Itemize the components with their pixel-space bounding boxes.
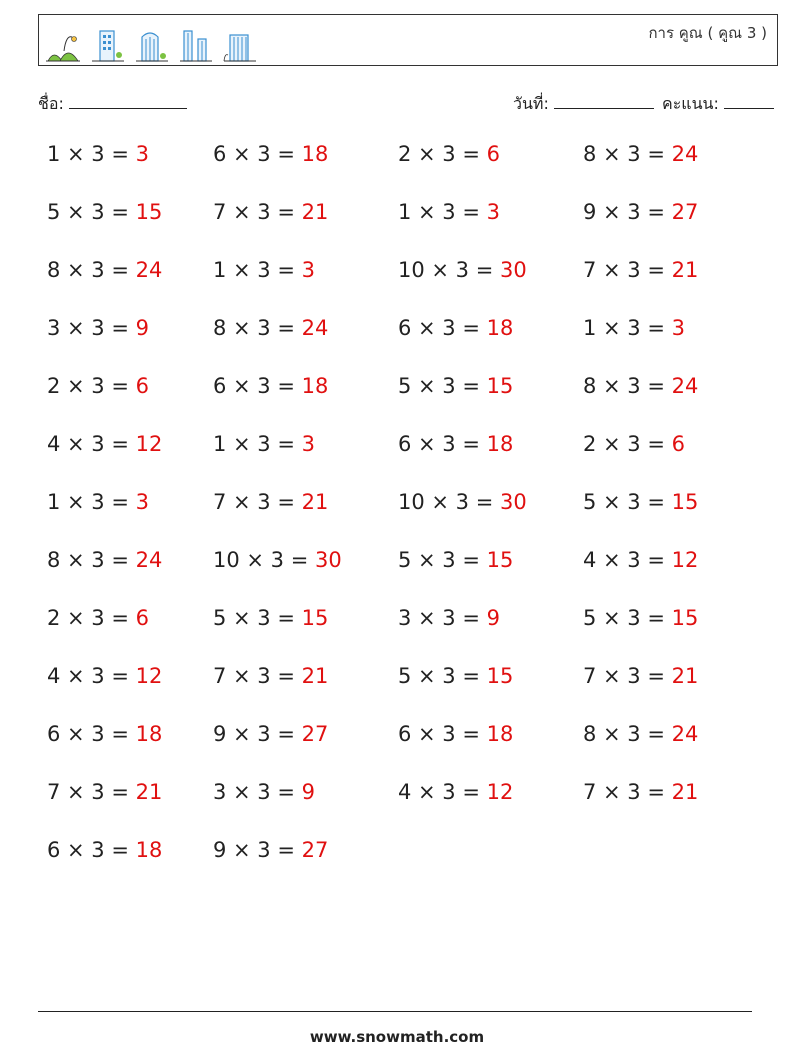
problem-item	[583, 548, 698, 572]
park-trees-icon	[44, 27, 82, 63]
problem-question: 7 × 3 =	[583, 664, 672, 688]
problem-answer: 15	[486, 664, 514, 688]
problem-answer: 24	[301, 316, 329, 340]
problem-question: 9 × 3 =	[213, 838, 302, 862]
problem-answer: 3	[135, 142, 149, 166]
problem-question: 5 × 3 =	[398, 374, 487, 398]
problem-item	[398, 548, 513, 572]
problem-question: 7 × 3 =	[213, 200, 302, 224]
problem-item	[213, 374, 328, 398]
footer-divider	[38, 1011, 752, 1012]
problem-answer: 9	[301, 780, 315, 804]
problem-answer: 18	[135, 722, 163, 746]
building-icon	[90, 27, 126, 63]
problem-answer: 3	[486, 200, 500, 224]
problem-question: 2 × 3 =	[47, 606, 136, 630]
problem-question: 10 × 3 =	[213, 548, 315, 572]
problem-answer: 18	[486, 432, 514, 456]
problem-question: 8 × 3 =	[583, 722, 672, 746]
problem-answer: 21	[301, 490, 329, 514]
problem-item	[583, 374, 698, 398]
problem-answer: 12	[486, 780, 514, 804]
problem-item	[213, 548, 342, 572]
problem-question: 5 × 3 =	[398, 664, 487, 688]
problem-item	[47, 490, 149, 514]
problem-question: 1 × 3 =	[47, 490, 136, 514]
problem-question: 7 × 3 =	[583, 258, 672, 282]
problem-item	[398, 664, 513, 688]
problem-question: 10 × 3 =	[398, 490, 500, 514]
problem-answer: 12	[135, 664, 163, 688]
footer-url: www.snowmath.com	[309, 1028, 485, 1046]
problem-question: 8 × 3 =	[583, 142, 672, 166]
problem-answer: 24	[671, 722, 699, 746]
problem-item	[398, 780, 513, 804]
problem-question: 6 × 3 =	[398, 722, 487, 746]
problem-item	[583, 432, 685, 456]
problem-answer: 6	[671, 432, 685, 456]
problem-item	[583, 258, 698, 282]
problem-item	[47, 432, 162, 456]
problem-question: 6 × 3 =	[213, 374, 302, 398]
problem-question: 9 × 3 =	[213, 722, 302, 746]
problem-question: 4 × 3 =	[398, 780, 487, 804]
problem-question: 5 × 3 =	[213, 606, 302, 630]
problem-answer: 9	[135, 316, 149, 340]
problem-answer: 15	[486, 374, 514, 398]
problem-item	[47, 316, 149, 340]
problem-item	[213, 722, 328, 746]
score-label: คะแนน:	[662, 94, 719, 113]
problem-answer: 12	[671, 548, 699, 572]
score-line[interactable]	[724, 92, 774, 109]
problem-answer: 18	[301, 374, 329, 398]
problem-question: 2 × 3 =	[583, 432, 672, 456]
problem-item	[47, 548, 162, 572]
problem-answer: 15	[301, 606, 329, 630]
problem-answer: 21	[671, 780, 699, 804]
problem-question: 5 × 3 =	[47, 200, 136, 224]
problem-answer: 27	[671, 200, 699, 224]
problem-answer: 3	[135, 490, 149, 514]
problem-item	[583, 316, 685, 340]
problem-answer: 6	[135, 606, 149, 630]
problem-question: 8 × 3 =	[583, 374, 672, 398]
score-field[interactable]	[662, 92, 774, 117]
problem-item	[398, 316, 513, 340]
date-line[interactable]	[554, 92, 654, 109]
problem-question: 7 × 3 =	[583, 780, 672, 804]
problem-item	[213, 606, 328, 630]
problem-item	[398, 258, 527, 282]
problem-item	[47, 780, 162, 804]
header-icons	[44, 23, 258, 63]
problem-item	[398, 606, 500, 630]
apartment-icon	[222, 27, 258, 63]
problem-question: 1 × 3 =	[213, 258, 302, 282]
problem-answer: 15	[671, 606, 699, 630]
problem-answer: 27	[301, 838, 329, 862]
problem-answer: 24	[135, 548, 163, 572]
problem-question: 6 × 3 =	[398, 432, 487, 456]
worksheet-header	[38, 14, 778, 66]
problem-item	[213, 258, 315, 282]
problem-item	[47, 838, 162, 862]
problem-question: 10 × 3 =	[398, 258, 500, 282]
problem-answer: 30	[499, 490, 527, 514]
problem-question: 1 × 3 =	[398, 200, 487, 224]
problem-item	[213, 316, 328, 340]
date-label: วันที่:	[513, 94, 549, 113]
problem-item	[213, 432, 315, 456]
problem-question: 1 × 3 =	[47, 142, 136, 166]
problem-item	[213, 200, 328, 224]
problem-item	[583, 664, 698, 688]
problem-question: 5 × 3 =	[583, 606, 672, 630]
problem-item	[47, 374, 149, 398]
problem-item	[398, 722, 513, 746]
problem-item	[398, 374, 513, 398]
problem-question: 3 × 3 =	[398, 606, 487, 630]
problem-item	[47, 258, 162, 282]
problem-question: 7 × 3 =	[47, 780, 136, 804]
problem-item	[583, 200, 698, 224]
problem-question: 3 × 3 =	[47, 316, 136, 340]
problem-answer: 6	[486, 142, 500, 166]
problem-question: 4 × 3 =	[583, 548, 672, 572]
name-line[interactable]	[69, 92, 187, 109]
problem-item	[583, 142, 698, 166]
problem-item	[583, 780, 698, 804]
problem-answer: 3	[301, 432, 315, 456]
problem-item	[398, 490, 527, 514]
problem-item	[583, 606, 698, 630]
problem-answer: 21	[135, 780, 163, 804]
problem-item	[47, 142, 149, 166]
problem-answer: 21	[671, 258, 699, 282]
problem-answer: 9	[486, 606, 500, 630]
problem-question: 8 × 3 =	[47, 548, 136, 572]
problem-answer: 24	[671, 142, 699, 166]
twin-towers-icon	[178, 27, 214, 63]
problem-answer: 24	[671, 374, 699, 398]
problem-item	[47, 664, 162, 688]
problem-item	[47, 722, 162, 746]
problem-question: 2 × 3 =	[47, 374, 136, 398]
problem-answer: 15	[671, 490, 699, 514]
problem-question: 9 × 3 =	[583, 200, 672, 224]
problem-answer: 15	[135, 200, 163, 224]
problem-question: 7 × 3 =	[213, 490, 302, 514]
problem-item	[213, 142, 328, 166]
problem-question: 4 × 3 =	[47, 432, 136, 456]
problem-answer: 21	[301, 200, 329, 224]
problem-question: 2 × 3 =	[398, 142, 487, 166]
date-field[interactable]	[513, 92, 654, 117]
problem-answer: 18	[486, 316, 514, 340]
problem-answer: 30	[499, 258, 527, 282]
problem-question: 1 × 3 =	[583, 316, 672, 340]
problem-answer: 18	[301, 142, 329, 166]
office-tower-icon	[134, 27, 170, 63]
problem-question: 6 × 3 =	[47, 838, 136, 862]
problem-question: 5 × 3 =	[398, 548, 487, 572]
worksheet-title: การ คูณ ( คูณ 3 )	[648, 24, 767, 42]
problem-item	[213, 838, 328, 862]
problem-item	[213, 490, 328, 514]
problem-question: 3 × 3 =	[213, 780, 302, 804]
problem-item	[47, 606, 149, 630]
problem-answer: 18	[135, 838, 163, 862]
problem-question: 7 × 3 =	[213, 664, 302, 688]
problem-question: 8 × 3 =	[47, 258, 136, 282]
problem-question: 4 × 3 =	[47, 664, 136, 688]
problem-answer: 24	[135, 258, 163, 282]
problem-question: 8 × 3 =	[213, 316, 302, 340]
problem-question: 6 × 3 =	[398, 316, 487, 340]
problem-answer: 30	[314, 548, 342, 572]
problem-answer: 3	[301, 258, 315, 282]
problem-question: 5 × 3 =	[583, 490, 672, 514]
problem-question: 1 × 3 =	[213, 432, 302, 456]
problem-answer: 15	[486, 548, 514, 572]
name-field[interactable]	[38, 92, 187, 117]
problem-answer: 27	[301, 722, 329, 746]
problem-item	[47, 200, 162, 224]
problem-item	[398, 142, 500, 166]
problem-answer: 12	[135, 432, 163, 456]
problem-item	[583, 490, 698, 514]
problem-answer: 18	[486, 722, 514, 746]
problem-answer: 21	[301, 664, 329, 688]
problem-question: 6 × 3 =	[47, 722, 136, 746]
problem-item	[583, 722, 698, 746]
problem-answer: 3	[671, 316, 685, 340]
problem-item	[213, 780, 315, 804]
problem-answer: 21	[671, 664, 699, 688]
problem-answer: 6	[135, 374, 149, 398]
problem-item	[398, 200, 500, 224]
name-label: ชื่อ:	[38, 94, 64, 113]
problem-question: 6 × 3 =	[213, 142, 302, 166]
problem-item	[398, 432, 513, 456]
problem-item	[213, 664, 328, 688]
